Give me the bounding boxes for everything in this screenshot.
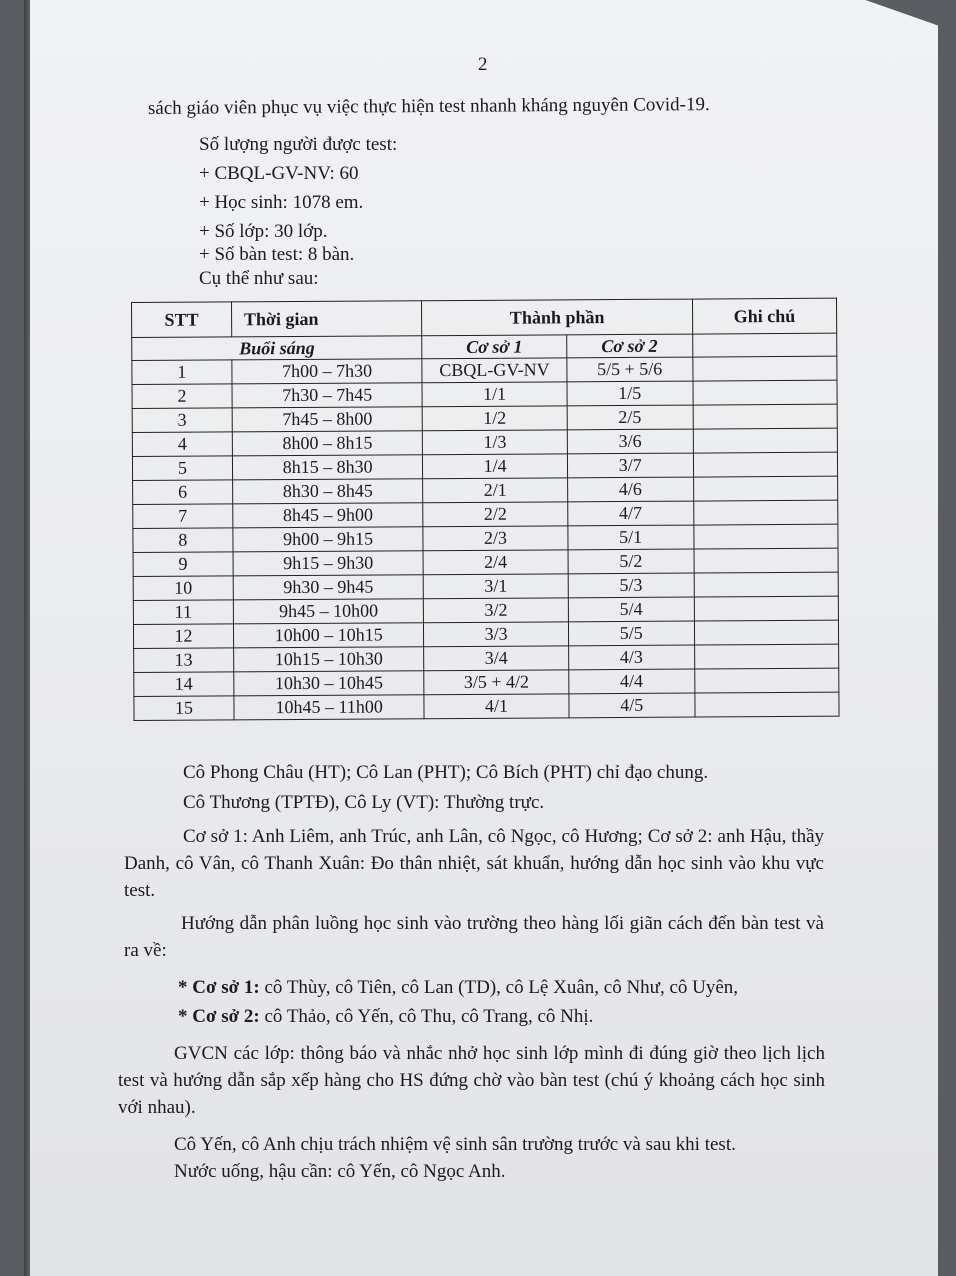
page-number: 2 [478,54,488,75]
cell-note [695,692,839,717]
cell-site1: 1/2 [423,406,567,431]
cell-stt: 11 [133,600,233,625]
cell-time: 9h30 – 9h45 [233,575,424,600]
cell-time: 8h00 – 8h15 [232,431,423,456]
cell-site2: 4/3 [568,645,694,670]
cell-note [694,644,838,669]
site2-staff: cô Thảo, cô Yến, cô Thu, cô Trang, cô Nhị. [259,1006,594,1027]
intro-line: sách giáo viên phục vụ việc thực hiện test nhanh kháng nguyên Covid-19. [147,94,710,119]
leadership-line: Cô Phong Châu (HT); Cô Lan (PHT); Cô Bích (PHT) chỉ đạo chung. [183,762,709,783]
counts-heading: Số lượng người được test: [199,134,398,155]
table-row [134,692,839,720]
cell-stt: 4 [132,432,232,457]
cell-site1: 3/2 [424,598,568,623]
header-stt: STT [132,302,232,338]
cell-note [693,404,837,429]
cell-note [694,524,838,549]
logistics-line: Nước uống, hậu cần: cô Yến, cô Ngọc Anh. [174,1161,506,1182]
cell-time: 9h45 – 10h00 [233,599,424,624]
cell-site1: 1/4 [423,454,567,479]
cell-site2: 2/5 [567,405,693,430]
cell-note [694,596,838,621]
cell-stt: 15 [134,696,234,721]
cell-site1: 4/1 [424,694,568,719]
cell-time: 7h00 – 7h30 [232,359,423,384]
cell-stt: 13 [134,648,234,673]
cell-stt: 5 [132,456,232,481]
cell-time: 10h15 – 10h30 [233,647,424,672]
count-staff: + CBQL-GV-NV: 60 [199,163,359,184]
table-body [132,356,839,720]
count-students: + Học sinh: 1078 em. [199,192,364,213]
on-duty-line: Cô Thương (TPTĐ), Cô Ly (VT): Thường trực. [183,792,545,813]
cell-time: 9h15 – 9h30 [233,551,424,576]
cell-stt: 7 [133,504,233,529]
subheader-note [692,333,836,357]
cell-site1: 3/1 [424,574,568,599]
cell-site2: 5/4 [568,597,694,622]
cell-site2: 5/5 [568,621,694,646]
homeroom-paragraph: GVCN các lớp: thông báo và nhắc nhở học sinh lớp mình đi đúng giờ theo lịch lịch test và hướng dẫn sắp xếp hàng cho HS đứng chờ vào bàn test (chú ý khoảng cách học sinh với nhau). [118,1043,825,1118]
cell-site2: 3/6 [567,429,693,454]
count-tables: + Số bàn test: 8 bàn. [199,244,355,265]
cell-time: 9h00 – 9h15 [233,527,424,552]
cell-stt: 6 [133,480,233,505]
cell-stt: 8 [133,528,233,553]
cell-note [693,356,837,381]
table-header-row [132,298,837,337]
cell-site2: 5/5 + 5/6 [567,357,693,382]
cell-note [694,620,838,645]
cell-time: 10h00 – 10h15 [233,623,424,648]
site1-label: * Cơ sở 1: [178,977,260,998]
cell-stt: 2 [132,384,232,409]
cell-note [693,428,837,453]
cell-time: 10h45 – 11h00 [234,695,425,720]
temperature-paragraph: Cơ sở 1: Anh Liêm, anh Trúc, anh Lân, cô Ngọc, cô Hương; Cơ sở 2: anh Hậu, thầy Danh, cô Vân, cô Thanh Xuân: Đo thân nhiệt, sát khuẩn, hướng dẫn học sinh vào khu vực test. [124,826,824,901]
cell-stt: 9 [133,552,233,577]
cell-site2: 4/6 [567,477,693,502]
cleaning-line: Cô Yến, cô Anh chịu trách nhiệm vệ sinh sân trường trước và sau khi test. [174,1134,736,1155]
cell-time: 8h15 – 8h30 [232,455,423,480]
subheader-session: Buổi sáng [132,336,423,361]
cell-stt: 10 [133,576,233,601]
cell-note [693,500,837,525]
cell-note [694,668,838,693]
cell-note [693,476,837,501]
cell-site2: 3/7 [567,453,693,478]
cell-site1: 2/4 [423,550,567,575]
cell-site1: 1/3 [423,430,567,455]
cell-site2: 4/4 [568,669,694,694]
cell-site1: 3/5 + 4/2 [424,670,568,695]
site2-line [178,1006,593,1028]
cell-site2: 5/1 [568,525,694,550]
cell-note [694,572,838,597]
cell-note [693,452,837,477]
cell-site2: 4/5 [569,693,695,718]
subheader-site2: Cơ sở 2 [566,334,692,358]
cell-site1: 3/3 [424,622,568,647]
cell-site1: 3/4 [424,646,568,671]
cell-site2: 5/2 [568,549,694,574]
cell-site2: 1/5 [567,381,693,406]
site2-label: * Cơ sở 2: [178,1006,260,1027]
header-composition: Thành phần [422,299,692,336]
cell-site1: 2/2 [423,502,567,527]
cell-note [694,548,838,573]
cell-time: 7h30 – 7h45 [232,383,423,408]
test-schedule-table [131,298,840,721]
cell-site2: 4/7 [567,501,693,526]
cell-time: 7h45 – 8h00 [232,407,423,432]
cell-stt: 12 [133,624,233,649]
cell-stt: 3 [132,408,232,433]
site1-line [178,977,738,999]
cell-note [693,380,837,405]
cell-site1: CBQL-GV-NV [422,358,566,383]
flow-paragraph: Hướng dẫn phân luồng học sinh vào trường theo hàng lối giãn cách đến bàn test và ra về: [124,913,824,961]
cell-site2: 5/3 [568,573,694,598]
details-heading: Cụ thể như sau: [199,268,319,289]
subheader-site1: Cơ sở 1 [422,335,566,359]
cell-time: 10h30 – 10h45 [234,671,425,696]
count-classes: + Số lớp: 30 lớp. [199,221,328,242]
cell-site1: 2/1 [423,478,567,503]
header-time: Thời gian [231,301,422,337]
cell-stt: 1 [132,360,232,385]
cell-site1: 1/1 [422,382,566,407]
cell-time: 8h45 – 9h00 [233,503,424,528]
cell-site1: 2/3 [423,526,567,551]
cell-stt: 14 [134,672,234,697]
site1-staff: cô Thùy, cô Tiên, cô Lan (TD), cô Lệ Xuân, cô Như, cô Uyên, [259,977,739,998]
cell-time: 8h30 – 8h45 [232,479,423,504]
header-note: Ghi chú [692,298,836,334]
